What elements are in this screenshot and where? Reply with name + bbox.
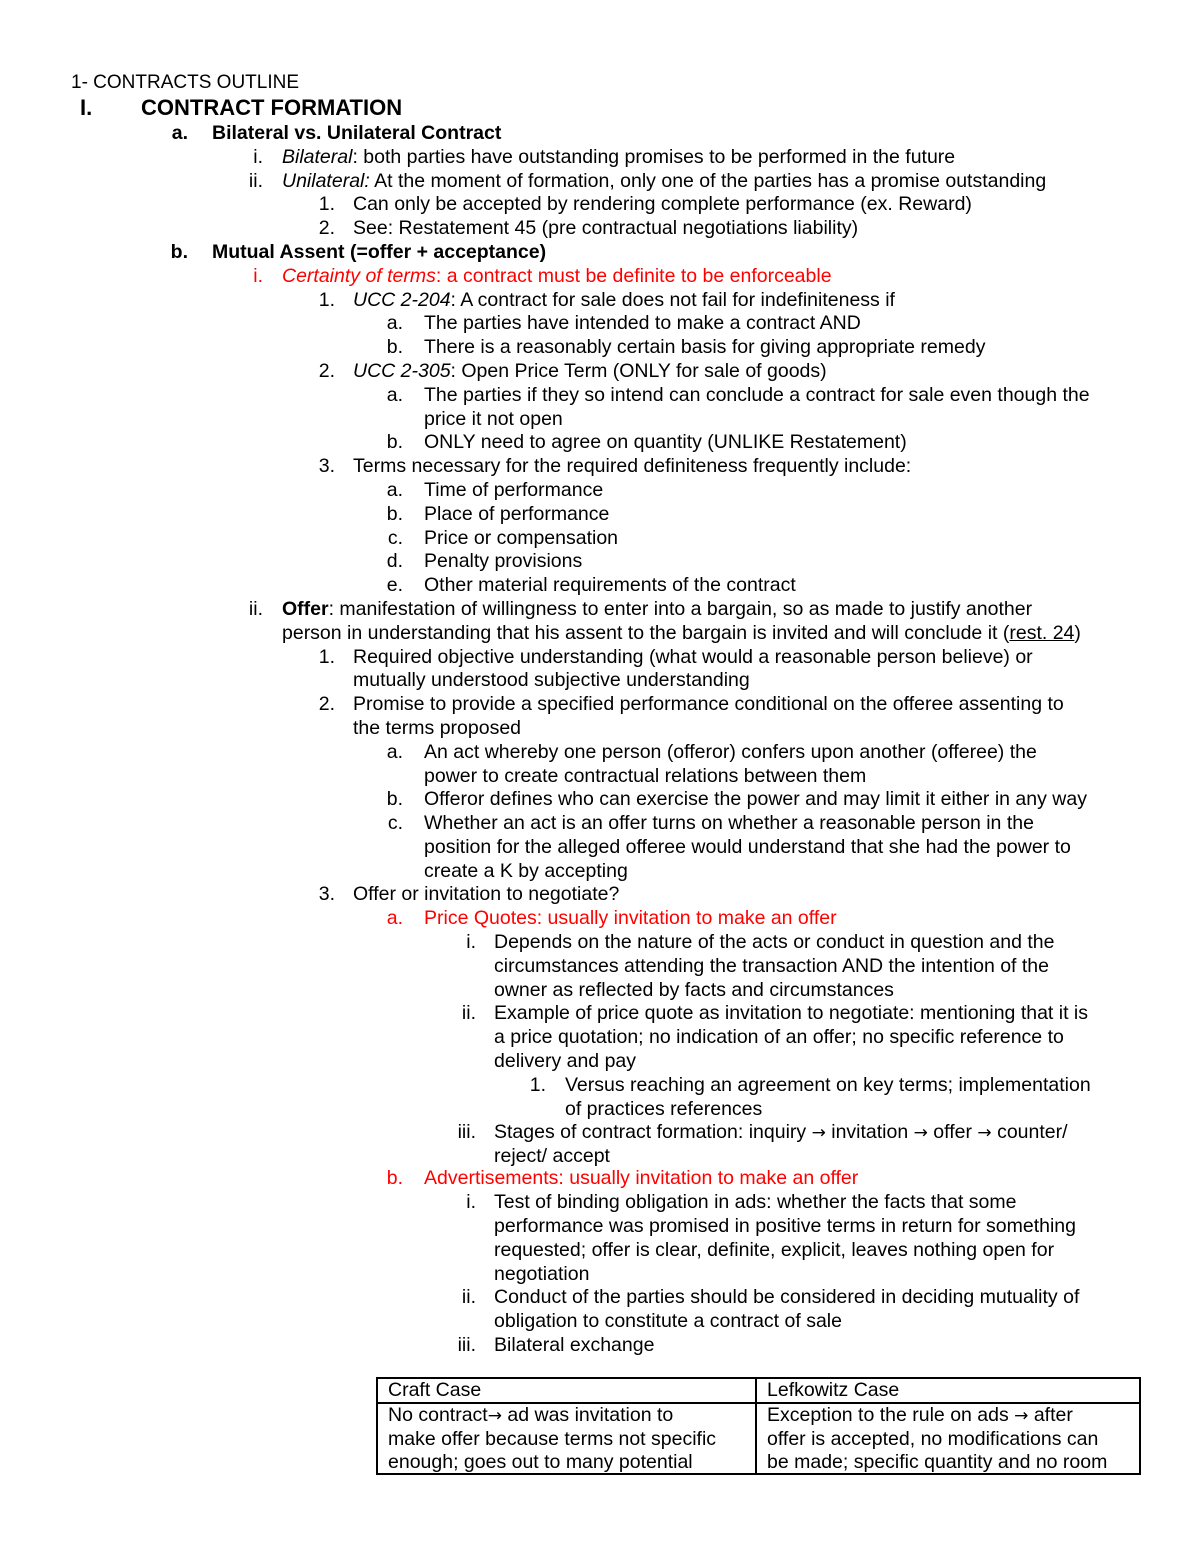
outline-item-cont: of practices references <box>565 1098 763 1120</box>
arrow-right-icon: → <box>1014 1406 1029 1426</box>
text: make offer because terms not specific <box>388 1428 717 1450</box>
outline-item: Can only be accepted by rendering complete performance (ex. Reward) <box>353 193 972 215</box>
term: Unilateral: <box>282 170 370 192</box>
outline-item: Whether an act is an offer turns on whether a reasonable person in the <box>424 812 1034 834</box>
outline-marker: ii. <box>461 1002 476 1024</box>
outline-item-cont <box>282 621 1081 645</box>
outline-item <box>353 359 827 383</box>
outline-marker: a. <box>171 122 188 144</box>
outline-marker: d. <box>386 550 403 572</box>
text: be made; specific quantity and no room <box>767 1451 1108 1473</box>
list-item: Time of performance <box>424 479 604 501</box>
outline-item <box>282 169 1046 193</box>
outline-marker: b. <box>386 788 403 810</box>
outline-item: Example of price quote as invitation to negotiate: mentioning that it is <box>494 1002 1089 1024</box>
outline-item-cont: performance was promised in positive terms in return for something <box>494 1215 1076 1237</box>
table-cell <box>756 1403 1140 1474</box>
text: ad was invitation to <box>501 1404 674 1426</box>
outline-marker: 1. <box>318 646 335 668</box>
outline-marker: 3. <box>318 455 335 477</box>
outline-marker: b. <box>386 503 403 525</box>
term: UCC 2-204 <box>353 289 451 311</box>
table-header-cell: Lefkowitz Case <box>756 1378 1140 1403</box>
text: Exception to the rule on ads <box>767 1404 1015 1426</box>
outline-marker: i. <box>466 931 476 953</box>
outline-item-cont: power to create contractual relations between them <box>424 765 867 787</box>
outline-marker: 2. <box>318 217 335 239</box>
outline-marker: iii. <box>457 1121 476 1143</box>
outline-marker: i. <box>253 265 263 287</box>
text: after <box>1028 1404 1073 1426</box>
outline-item-cont: delivery and pay <box>494 1050 637 1072</box>
table-header-row <box>377 1378 1140 1403</box>
outline-item-cont: the terms proposed <box>353 717 522 739</box>
outline-item: Offeror defines who can exercise the power and may limit it either in any way <box>424 788 1087 810</box>
outline-marker: b. <box>386 1167 403 1189</box>
outline-marker: a. <box>386 479 403 501</box>
outline-item-cont: negotiation <box>494 1263 590 1285</box>
outline-item: Conduct of the parties should be considered in deciding mutuality of <box>494 1286 1080 1308</box>
arrow-right-icon: → <box>977 1123 992 1143</box>
outline-marker: 1. <box>318 193 335 215</box>
outline-marker: a. <box>386 741 403 763</box>
outline-marker: a. <box>386 384 403 406</box>
outline-item: There is a reasonably certain basis for giving appropriate remedy <box>424 336 986 358</box>
table-cell <box>377 1403 756 1474</box>
arrow-right-icon: → <box>811 1123 826 1143</box>
outline-item-cont: price it not open <box>424 408 563 430</box>
text: : a contract must be definite to be enforceable <box>435 265 832 287</box>
section-marker: I. <box>80 95 93 120</box>
outline-item: An act whereby one person (offeror) confers upon another (offeree) the <box>424 741 1037 763</box>
outline-item-cont: position for the alleged offeree would understand that she had the power to <box>424 836 1071 858</box>
outline-item-cont: a price quotation; no indication of an offer; no specific reference to <box>494 1026 1064 1048</box>
outline-item: Depends on the nature of the acts or conduct in question and the <box>494 931 1055 953</box>
list-item: Penalty provisions <box>424 550 583 572</box>
text: enough; goes out to many potential <box>388 1451 693 1473</box>
outline-item: Bilateral exchange <box>494 1334 655 1356</box>
outline-item-cont: create a K by accepting <box>424 860 628 882</box>
text: No contract <box>388 1404 488 1426</box>
outline-marker: ii. <box>461 1286 476 1308</box>
outline-item <box>282 597 1032 621</box>
outline-item: Promise to provide a specified performance conditional on the offeree assenting to <box>353 693 1064 715</box>
outline-marker: a. <box>386 907 403 929</box>
text: offer <box>927 1121 978 1143</box>
outline-item-highlight <box>282 264 832 288</box>
outline-marker: 1. <box>529 1074 546 1096</box>
outline-item: See: Restatement 45 (pre contractual negotiations liability) <box>353 217 859 239</box>
list-item: Other material requirements of the contract <box>424 574 796 596</box>
outline-marker: c. <box>387 527 403 549</box>
cases-table <box>376 1377 1141 1475</box>
outline-item: Versus reaching an agreement on key terms; implementation <box>565 1074 1091 1096</box>
term: Offer <box>282 598 329 620</box>
outline-item-cont: circumstances attending the transaction AND the intention of the <box>494 955 1049 977</box>
outline-item-cont: owner as reflected by facts and circumstances <box>494 979 894 1001</box>
outline-marker: ii. <box>248 598 263 620</box>
outline-item <box>494 1120 1068 1145</box>
arrow-right-icon: → <box>913 1123 928 1143</box>
outline-marker: c. <box>387 812 403 834</box>
text: person in understanding that his assent to the bargain is invited and will conclude it ( <box>282 622 1010 644</box>
table-header-cell: Craft Case <box>377 1378 756 1403</box>
text: : A contract for sale does not fail for indefiniteness if <box>450 289 895 311</box>
outline-marker: b. <box>386 431 403 453</box>
outline-marker: iii. <box>457 1334 476 1356</box>
heading-advertisements: Advertisements: usually invitation to make an offer <box>424 1167 859 1189</box>
restatement-reference: rest. 24 <box>1009 622 1075 644</box>
heading-price-quotes: Price Quotes: usually invitation to make an offer <box>424 907 837 929</box>
outline-item: Terms necessary for the required definiteness frequently include: <box>353 455 912 477</box>
heading-mutual-assent: Mutual Assent (=offer + acceptance) <box>212 241 547 263</box>
outline-marker: 3. <box>318 883 335 905</box>
outline-item-cont: mutually understood subjective understanding <box>353 669 750 691</box>
table-row <box>377 1403 1140 1474</box>
heading-bilateral-unilateral: Bilateral vs. Unilateral Contract <box>212 122 502 144</box>
text: Stages of contract formation: inquiry <box>494 1121 812 1143</box>
text: offer is accepted, no modifications can <box>767 1428 1099 1450</box>
outline-marker: b. <box>170 241 188 263</box>
outline-marker: i. <box>253 146 263 168</box>
outline-marker: ii. <box>248 170 263 192</box>
text: : both parties have outstanding promises to be performed in the future <box>352 146 956 168</box>
outline-item: Test of binding obligation in ads: whether the facts that some <box>494 1191 1017 1213</box>
list-item: Place of performance <box>424 503 610 525</box>
text: : manifestation of willingness to enter into a bargain, so as made to justify another <box>328 598 1033 620</box>
outline-item: Required objective understanding (what would a reasonable person believe) or <box>353 646 1033 668</box>
outline-marker: b. <box>386 336 403 358</box>
arrow-right-icon: → <box>487 1406 502 1426</box>
outline-item: ONLY need to agree on quantity (UNLIKE Restatement) <box>424 431 907 453</box>
outline-item-cont: reject/ accept <box>494 1145 610 1167</box>
outline-marker: i. <box>466 1191 476 1213</box>
term: UCC 2-305 <box>353 360 451 382</box>
text: counter/ <box>991 1121 1068 1143</box>
outline-marker: 2. <box>318 360 335 382</box>
list-item: Price or compensation <box>424 527 619 549</box>
text: ) <box>1074 622 1081 644</box>
outline-item-cont: obligation to constitute a contract of sale <box>494 1310 842 1332</box>
text: At the moment of formation, only one of the parties has a promise outstanding <box>369 170 1047 192</box>
document-header: 1- CONTRACTS OUTLINE <box>71 72 300 93</box>
outline-item <box>282 145 955 169</box>
outline-marker: 2. <box>318 693 335 715</box>
outline-marker: e. <box>386 574 403 596</box>
text: : Open Price Term (ONLY for sale of goods) <box>450 360 827 382</box>
outline-marker: 1. <box>318 289 335 311</box>
outline-item: The parties have intended to make a contract AND <box>424 312 861 334</box>
outline-marker: a. <box>386 312 403 334</box>
text: invitation <box>825 1121 914 1143</box>
section-title: CONTRACT FORMATION <box>141 95 403 120</box>
outline-item-cont: requested; offer is clear, definite, explicit, leaves nothing open for <box>494 1239 1055 1261</box>
outline-item <box>353 288 895 312</box>
term: Bilateral <box>282 146 353 168</box>
term: Certainty of terms <box>282 265 436 287</box>
outline-item: Offer or invitation to negotiate? <box>353 883 620 905</box>
outline-item: The parties if they so intend can conclude a contract for sale even though the <box>424 384 1090 406</box>
